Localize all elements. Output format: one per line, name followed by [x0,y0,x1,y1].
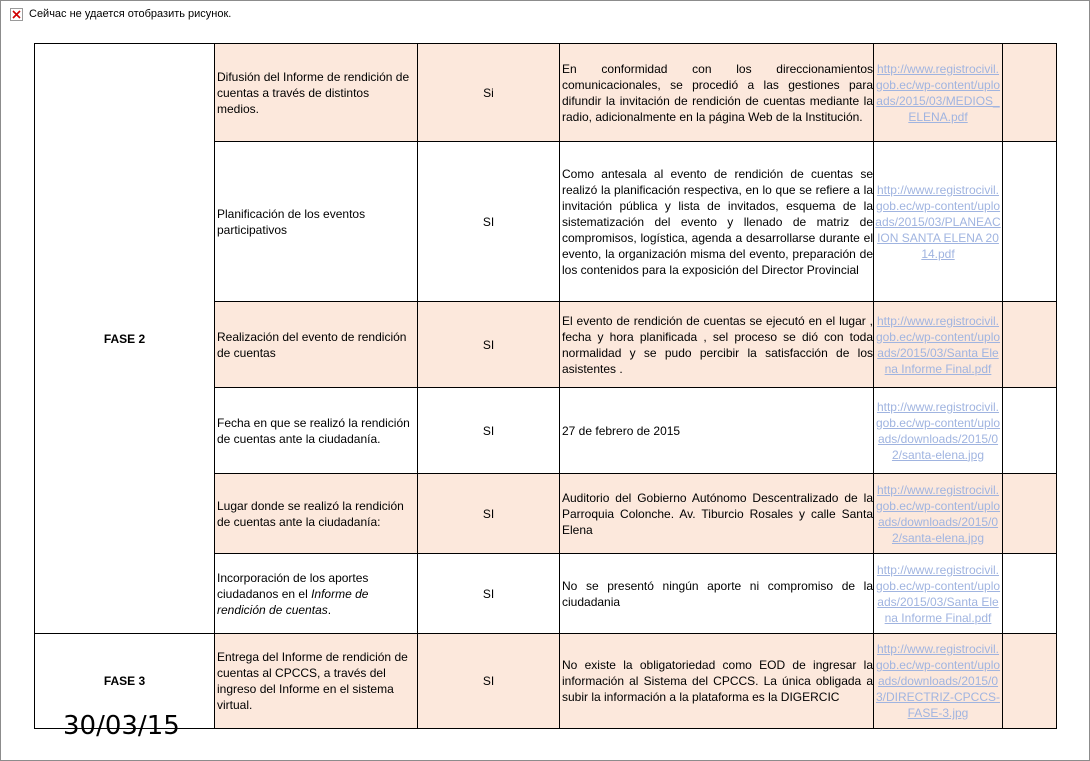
done-cell: SI [418,554,560,634]
evidence-link[interactable]: http://www.registrocivil.gob.ec/wp-content/uploads/2015/03/Santa Elena Informe Final.pdf [874,554,1003,634]
empty-cell [1003,142,1057,302]
description-cell: Auditorio del Gobierno Autónomo Descentralizado de la Parroquia Colonche. Av. Tiburcio Rosales y calle Santa Elena [560,474,874,554]
empty-cell [1003,554,1057,634]
description-cell: Como antesala al evento de rendición de cuentas se realizó la planificación respectiva, en lo que se refiere a la invitación pública y lista de invitados, esquema de la sistematización del evento y llenado de matriz de compromisos, logística, agenda a desarrollarse durante el evento, la organización misma del evento, preparación de los contenidos para la exposición del Director Provincial [560,142,874,302]
empty-cell [1003,44,1057,142]
broken-image-text: Сейчас не удается отобразить рисунок. [29,8,232,20]
evidence-link[interactable]: http://www.registrocivil.gob.ec/wp-content/uploads/downloads/2015/02/santa-elena.jpg [874,388,1003,474]
evidence-link[interactable]: http://www.registrocivil.gob.ec/wp-content/uploads/2015/03/MEDIOS_ELENA.pdf [874,44,1003,142]
phase-label: FASE 3 [35,634,215,729]
description-cell: No existe la obligatoriedad como EOD de ingresar la información al Sistema del CPCCS. La única obligada a subir la información a la plataforma es la DIGERCIC [560,634,874,729]
description-cell: El evento de rendición de cuentas se ejecutó en el lugar , fecha y hora planificada , sel proceso se dió con toda normalidad y se pudo percibir la satisfacción de los asistentes . [560,302,874,388]
done-cell: SI [418,474,560,554]
empty-cell [1003,474,1057,554]
done-cell: SI [418,142,560,302]
table-row [35,44,1057,142]
evidence-link[interactable]: http://www.registrocivil.gob.ec/wp-content/uploads/2015/03/PLANEACION SANTA ELENA 2014.pdf [874,142,1003,302]
description-cell: 27 de febrero de 2015 [560,388,874,474]
table-row [35,634,1057,729]
activity-cell: Planificación de los eventos participativos [215,142,418,302]
done-cell: SI [418,388,560,474]
done-cell: Si [418,44,560,142]
activity-cell: Realización del evento de rendición de cuentas [215,302,418,388]
description-cell: En conformidad con los direccionamientos comunicacionales, se procedió a las gestiones para difundir la invitación de rendición de cuentas mediante la radio, adicionalmente en la página Web de la Institución. [560,44,874,142]
activity-cell: Difusión del Informe de rendición de cuentas a través de distintos medios. [215,44,418,142]
activity-cell: Fecha en que se realizó la rendición de cuentas ante la ciudadanía. [215,388,418,474]
done-cell: SI [418,634,560,729]
phase-label: FASE 2 [35,44,215,634]
evidence-link[interactable]: http://www.registrocivil.gob.ec/wp-content/uploads/downloads/2015/02/santa-elena.jpg [874,474,1003,554]
empty-cell [1003,388,1057,474]
activity-cell: Lugar donde se realizó la rendición de cuentas ante la ciudadanía: [215,474,418,554]
activity-text-end: . [327,602,332,617]
broken-image-icon [10,8,23,21]
activity-cell [215,554,418,634]
description-cell: No se presentó ningún aporte ni compromiso de la ciudadania [560,554,874,634]
evidence-link[interactable]: http://www.registrocivil.gob.ec/wp-content/uploads/downloads/2015/03/DIRECTRIZ-CPCCS-FASE-3.jpg [874,634,1003,729]
date-stamp: 30/03/15 [63,711,180,741]
activity-emphasis: Informe de rendición de cuentas [217,586,369,617]
activity-text: Incorporación de los aportes ciudadanos en el [217,570,369,601]
evidence-link[interactable]: http://www.registrocivil.gob.ec/wp-content/uploads/2015/03/Santa Elena Informe Final.pdf [874,302,1003,388]
broken-image-placeholder [10,6,231,22]
activity-cell: Entrega del Informe de rendición de cuentas al CPCCS, a través del ingreso del Informe en el sistema virtual. [215,634,418,729]
rendicion-cuentas-table [34,43,1057,729]
done-cell: SI [418,302,560,388]
empty-cell [1003,302,1057,388]
empty-cell [1003,634,1057,729]
